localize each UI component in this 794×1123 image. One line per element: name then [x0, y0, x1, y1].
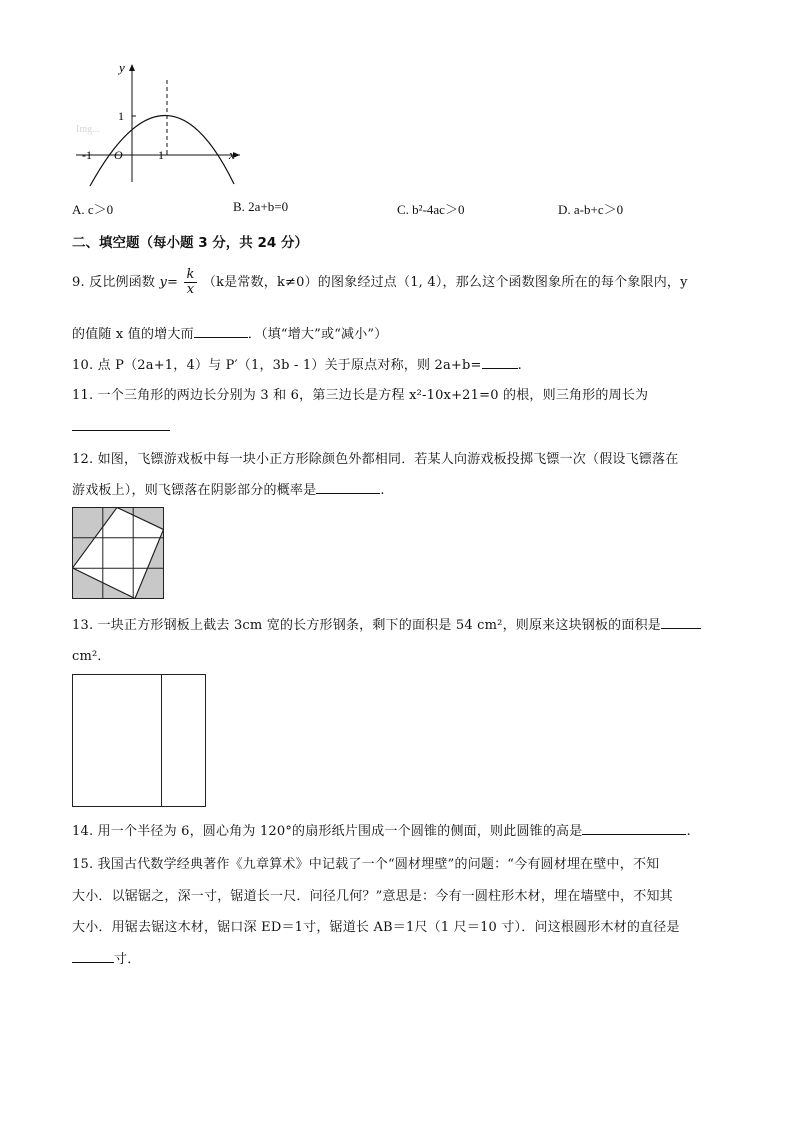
parabola-graph — [70, 58, 250, 188]
question-13-line1 — [72, 614, 701, 633]
origin-label: O — [114, 148, 123, 162]
q10-text: 10. 点 P（2a+1，4）与 P′（1，3b - 1）关于原点对称，则 2a+b= — [72, 358, 482, 373]
tick-label-neg1: -1 — [82, 148, 92, 162]
question-13-line2: cm²． — [72, 649, 111, 664]
q9-denominator: x — [186, 282, 195, 297]
question-9-line1 — [72, 268, 688, 297]
x-axis-label: x — [229, 147, 235, 162]
q10-answer-blank — [482, 356, 518, 369]
tick-label-x1: 1 — [158, 148, 164, 162]
q15-answer-blank — [72, 950, 114, 963]
question-12-line2 — [72, 479, 385, 498]
q13-answer-blank — [661, 616, 701, 629]
q14-end: . — [686, 824, 691, 839]
q9-prefix: 9. 反比例函数 — [72, 275, 156, 290]
dartboard-figure — [72, 507, 164, 599]
q9-line2-text: 的值随 x 值的增大而 — [72, 327, 194, 342]
q10-end: . — [517, 358, 522, 373]
q12-end: . — [380, 483, 385, 498]
question-12-line1: 12. 如图，飞镖游戏板中每一块小正方形除颜色外都相同．若某人向游戏板投掷飞镖一次（假设飞镖落在 — [72, 452, 679, 467]
q11-answer-blank — [72, 418, 170, 431]
question-14 — [72, 820, 691, 839]
watermark: Img... — [76, 124, 100, 135]
question-11: 11. 一个三角形的两边长分别为 3 和 6，第三边长是方程 x²-10x+21=0 的根，则三角形的周长为 — [72, 388, 649, 403]
steel-plate-figure — [72, 674, 206, 807]
q9-eq: = — [167, 275, 179, 290]
q12-line2-text: 游戏板上），则飞镖落在阴影部分的概率是 — [72, 483, 317, 498]
question-10 — [72, 354, 522, 373]
section-title: 二、填空题（每小题 3 分，共 24 分） — [72, 235, 308, 251]
y-axis-arrow — [129, 64, 135, 71]
q9-answer-blank — [194, 325, 248, 338]
q13-text: 13. 一块正方形钢板上截去 3cm 宽的长方形钢条，剩下的面积是 54 cm²，则原来这块钢板的面积是 — [72, 618, 661, 633]
q9-numerator: k — [186, 267, 195, 282]
q14-answer-blank — [582, 822, 686, 835]
q9-line2-end: ．（填“增大”或“减小”） — [247, 327, 388, 342]
question-15-line3: 大小．用锯去锯这木材，锯口深 ED＝1寸，锯道长 AB＝1尺（1 尺＝10 寸）．问这根圆形木材的直径是 — [72, 920, 680, 935]
q12-answer-blank — [316, 481, 380, 494]
y-axis-label: y — [119, 60, 125, 75]
question-15-line1: 15. 我国古代数学经典著作《九章算术》中记载了一个“圆材埋壁”的问题：“今有圆材埋在壁中，不知 — [72, 857, 660, 872]
q9-y: y — [159, 275, 168, 290]
question-15-line2: 大小．以锯锯之，深一寸，锯道长一尺．问径几何？”意思是：今有一圆柱形木材，埋在墙壁中，不知其 — [72, 889, 673, 904]
q15-end: 寸． — [114, 952, 141, 967]
q9-suffix: （k是常数，k≠0）的图象经过点（1, 4），那么这个函数图象所在的每个象限内，y — [202, 275, 688, 290]
q9-fraction — [184, 268, 196, 297]
choice-d: D. a-b+c＞0 — [558, 202, 624, 217]
tick-label-y1: 1 — [118, 109, 124, 123]
choice-b: B. 2a+b=0 — [233, 199, 289, 214]
choice-c: C. b²-4ac＞0 — [397, 202, 465, 217]
choice-a: A. c＞0 — [72, 202, 114, 217]
question-15-line4 — [72, 948, 140, 967]
q14-text: 14. 用一个半径为 6，圆心角为 120°的扇形纸片围成一个圆锥的侧面，则此圆锥的高是 — [72, 824, 583, 839]
question-9-line2 — [72, 323, 387, 342]
